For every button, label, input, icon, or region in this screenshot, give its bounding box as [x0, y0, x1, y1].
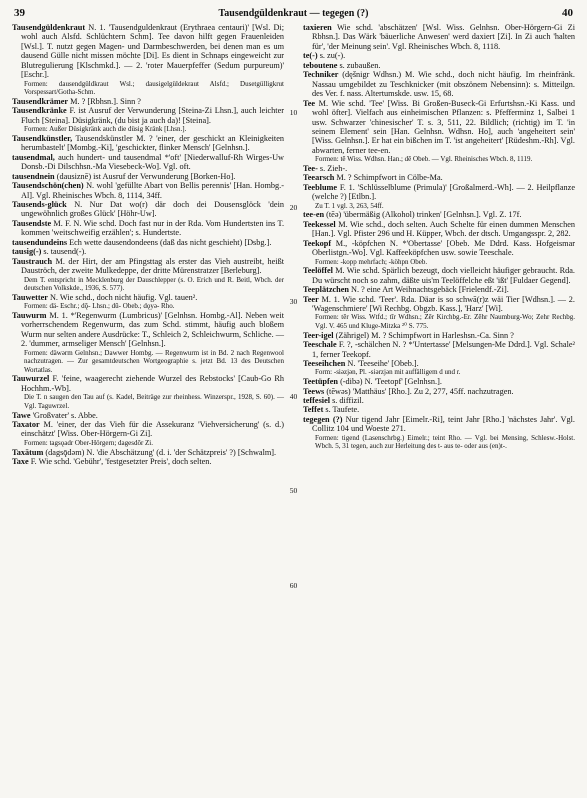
headword: Teffet	[303, 405, 324, 415]
dictionary-entry	[12, 311, 284, 349]
entry-text: (dausiznē) ist Ausruf der Verwunderung [Borken-Ho].	[54, 171, 236, 181]
headword: tausendnein	[12, 171, 55, 181]
dictionary-entry	[12, 457, 284, 466]
entry-text: M. 'einer, der das Vieh für die Assekuranz 'Viehversicherung' (s. d.) einschätzt' [Wiss. Ober-Hörgern-Gi Zi].	[21, 420, 284, 439]
entry-text: s. Taufete.	[323, 405, 360, 415]
entry-text: s. diffizil.	[330, 395, 364, 405]
headword: Teekopf	[303, 238, 332, 248]
dictionary-entry	[12, 153, 284, 172]
line-number: 10	[289, 108, 298, 118]
forms-note: Formen: Außer Düsigkränk auch die düsig Kränk [Lhsn.].	[24, 125, 187, 134]
dictionary-entry	[12, 374, 284, 393]
headword: Teeblume	[303, 182, 338, 192]
dictionary-entry	[303, 387, 575, 396]
dictionary-entry	[303, 183, 575, 202]
entry-text: N. 1. 'Tausendguldenkraut (Erythraea centauri)' [Wsl. Di; wohl auch Alsfd. Schlüchtern Schm]. Tee davon hilft gegen Frauenleiden [Wsl.]. T. nutzt gegen Magen- und Darmbeschwerden, bei denen man es um dausend Gülle nicht missen möchte [Di]. Es dient in Schnaps eingeweicht zur Blutregulierung [Klschmkd.]. — 2. 'roter Mauerpfeffer (Sedum purpureum)' [Eschr.].	[21, 23, 284, 80]
headword: Teeschale	[303, 340, 337, 350]
dictionary-entry	[303, 210, 575, 219]
dictionary-entry	[303, 164, 575, 173]
dictionary-entry	[12, 257, 284, 276]
headword: Taustrauch	[12, 256, 53, 266]
headword: tee-en	[303, 210, 325, 220]
entry-text: F. ?, -schälchen N. ? *'Untertasse' [Melsungen-Me Ddrd.]. Vgl. Schale² 1, ferner Teekopf.	[312, 340, 575, 359]
entry-text: 'Großvater' s. Abbe.	[30, 410, 98, 420]
dictionary-entry	[303, 415, 575, 434]
entry-text: M. 1. *'Regenwurm (Lumbricus)' [Gelnhsn. Hombg.-Al]. Neben weit vorherrschendem Regenwurm, das zum Schd. stimmt, häufig auch bloßem Wurm nur selten andere Ausdrücke: T., Schleich 2, Schleichwurm, Schliche. — 2. 'dummer, armseliger Mensch' [Gelnhsn.].	[21, 310, 284, 349]
dictionary-entry	[303, 99, 575, 156]
line-number: 30	[289, 297, 298, 307]
forms-note: Zu T. 1 vgl. 3, 263, 54ff.	[315, 201, 384, 210]
headword: Tee-	[303, 163, 318, 173]
headword: Tausendgüldenkraut	[12, 23, 86, 32]
entry-text: Tausendskünstler M. ? 'einer, der geschickt an Kleinigkeiten herumbastelt' [Mombg.-Ki], 'geschickter, flinker Mensch' [Gelnhsn.].	[21, 133, 284, 153]
headword: Teekessel	[303, 219, 336, 229]
headword: Teetüpfen	[303, 377, 338, 387]
headword: Teer-igel	[303, 330, 334, 340]
entry-text: N. Nur Dat wo(r) där doch dei Dousensglöck 'dein ungewöhnlich großes Glück' [Höhr-Uw].	[21, 200, 284, 219]
forms-note: Formen: tigend (Lasenschrbg.) Eimelr.; teint Rho. — Vgl. bei Mensing, Schlesw.-Holst. Wbch. 5, 31 tegen, auch zur Herleitung des t- aus te- oder aus (en)t-.	[315, 433, 575, 451]
entry-text: s. tausend(-).	[41, 247, 87, 257]
dictionary-entry	[303, 359, 575, 368]
headword: tegegen (?)	[303, 414, 343, 424]
dictionary-entry	[303, 220, 575, 239]
entry-text: s. zu(-).	[317, 51, 346, 61]
entry-text: N. ? eine Art Weihnachtsgebäck [Frielendf.-Zi].	[348, 285, 509, 295]
entry-text: s. zubaußen.	[337, 60, 381, 70]
headword: tausendmal,	[12, 152, 55, 162]
dictionary-entry	[12, 23, 284, 80]
line-number: 40	[289, 391, 298, 401]
entry-text: M. ? Schimpfwort in Cölbe-Ma.	[334, 173, 443, 183]
headword: te(-)	[303, 51, 318, 61]
headword: Teelöffel	[303, 266, 333, 276]
dictionary-entry	[303, 285, 575, 294]
entry-text: M. Wie schd. Spärlich bezeugt, doch vielleicht häufiger gebraucht. Rda. Du würscht noch so zahm, däßte uis'm Teelöffelche eßt 'ißt' [Fuldaer Gegend].	[312, 266, 575, 285]
dictionary-entry	[12, 106, 284, 125]
entry-text: (dęšnigr Wdhsn.) M. Wie schd., doch nicht häufig. Im rheinfränk. Nassau umgebildet zu Teschknicker (mit obszönem Nebensinn): s. Mitteilgn. des Ver. f. nass. Altertumskde. usw. 15, 68.	[312, 70, 575, 99]
forms-note: Formen: dausendgüldkraut Wsl.; dausigelgüldekraut Alsfd.; Dusetgülligkrut Vorspessart/Gotha-Schm.	[24, 79, 284, 97]
dictionary-entry	[303, 173, 575, 182]
entry-text: N. Wie schd., doch nicht häufig. Vgl. tauen².	[47, 292, 198, 302]
headword: Taxator	[12, 420, 40, 430]
dictionary-entry	[303, 23, 575, 51]
entry-text: (tēwəs) 'Matthäus' [Rho.]. Zu 2, 277, 45ff. nachzutragen.	[324, 386, 514, 396]
line-number: 60	[289, 580, 298, 590]
line-number: 50	[289, 486, 298, 496]
line-number-gutter	[284, 23, 303, 590]
entry-text: Nur tigend Jahr [Eimelr.-Ri], teint Jahr [Rho.] 'nächstes Jahr'. Vgl. Collitz 104 und Woeste 271.	[312, 414, 575, 434]
left-column	[12, 23, 284, 466]
headword: tausig(-)	[12, 247, 42, 257]
entry-text: F. ist Ausruf der Verwunderung [Steina-Zi Lhsn.], auch leichter Fluch [Steina]. Düsigkränk, (du bist ja auch da)! [Steina].	[21, 106, 284, 125]
dictionary-entry	[303, 266, 575, 285]
entry-text: N. wohl 'gefüllte Abart von Bellis perennis' [Han. Hombg.-Al]. Vgl. Rheinisches Wbch. 8, 1114, 34ff.	[21, 181, 284, 200]
headword: Tauwurm	[12, 310, 47, 320]
dictionary-entry	[12, 181, 284, 200]
dictionary-entry	[303, 70, 575, 98]
headword: Tausendkränke	[12, 106, 67, 116]
entry-text: M. ? [Rbhsn.]. Sinn ?	[68, 96, 141, 106]
entry-text: (dagsǭdəm) N. 'die Abschätzung' (d. i. 'der Schätzpreis' ?) [Schwalm].	[43, 447, 277, 457]
forms-note: Form: -siəzjən, Pl. -siərzjən mit auffälligem d und r.	[315, 368, 461, 377]
forms-note: Formen: tēr Wiss. Wtfd.; tīr Wdhsn.; Zēr Kirchbg.-Er. Zēhr Naumburg-Wo; Zehr Rechbg. Vgl. V. 465 und Kluge-Mitzka ²⁰ S. 775.	[315, 313, 575, 331]
headword: teboutene	[303, 60, 338, 70]
forms-note: Die T. n saugen den Tau auf (s. Kadel, Beiträge zur rheinhess. Winzerspr., 1928, S. 60). — Vgl. Taguwrzel.	[24, 393, 284, 410]
dictionary-entry	[12, 411, 284, 420]
forms-note: Formen: dä- Eschr.; dǭ- Lhsn.; dū- Obeb.; dǫyə- Rho.	[24, 302, 175, 311]
dictionary-entry	[12, 238, 284, 247]
headword: Tausends-glück	[12, 200, 67, 210]
entry-text: M. Wie schd. 'Tee' [Wiss. Bi Großen-Buseck-Gi Erfurtshsn.-Ki Kass. und wohl öfter]. Vielfach aus einheimischen Pflanzen: s. Pfefferminz 1, Salbei 1 usw. Schwarzer 'chinesischer' T. s. 3, 511, 22. Bildlich; (richtig) im T. 'in seinem Element' sein [Han. Gelnhsn. Wdhsn. Ho], auch 'angeheitert sein' [Wiss. Gelnhsn.]. Er hat ein bißchen im T. 'ist angeheitert' [Rüdeshm.-Rh]. Vgl. abwarten, ferner tee-en.	[312, 98, 575, 155]
right-column	[303, 23, 575, 466]
headword: taxieren	[303, 23, 332, 32]
headword: Tauwurzel	[12, 374, 50, 384]
dictionary-entry	[12, 293, 284, 302]
headword: Tausendschön(chen)	[12, 181, 84, 191]
headword: Tausendkrämer	[12, 96, 69, 106]
dictionary-entry	[303, 405, 575, 414]
headword: Tee	[303, 98, 316, 108]
forms-note: Formen: tē Wiss. Wdhsn. Han.; dē Obeb. — Vgl. Rheinisches Wbch. 8, 1119.	[315, 155, 533, 164]
dictionary-entry	[12, 448, 284, 457]
dictionary-entry	[12, 200, 284, 219]
headword: Teer	[303, 294, 319, 304]
headword: Teearsch	[303, 173, 335, 183]
dictionary-entry	[303, 61, 575, 70]
headword: Tawe	[12, 410, 31, 420]
dictionary-entry	[303, 396, 575, 405]
page-header	[12, 6, 575, 21]
entry-text: auch hundert- und tausendmal *'oft' [Niederwalluf-Rh Wirges-Uw Donsb.-Di Dilschhsn.-Ma Viesebeck-Wo]. Vgl. oft.	[21, 152, 284, 172]
entry-text: (Zährigel) M. ? Schimpfwort in Harleshsn.-Ca. Sinn ?	[333, 330, 514, 340]
headword: teffesiel	[303, 395, 331, 405]
entry-text: (-dibə) N. 'Teetopf' [Gelnhsn.].	[338, 377, 442, 387]
entry-text: F. 1. 'Schlüsselblume (Primula)' [Großalmerd.-Wh]. — 2. Heilpflanze (welche ?) [Etlbn.].	[312, 182, 575, 202]
dictionary-entry	[303, 331, 575, 340]
dictionary-entry	[12, 420, 284, 439]
headword: Techniker	[303, 70, 339, 80]
headword: tausendundeins	[12, 237, 68, 247]
entry-text: N. 'Teeseihe' [Obeb.].	[345, 359, 419, 369]
two-column-body	[12, 23, 575, 590]
page-number-left: 39	[14, 7, 25, 19]
headword: Teews	[303, 386, 325, 396]
dictionary-entry	[303, 295, 575, 314]
headword: Tausendkünstler,	[12, 133, 73, 143]
headword: Taxātum	[12, 447, 44, 457]
entry-text: F. Wie schd. 'Gebühr', 'festgesetzter Preis', doch selten.	[28, 456, 212, 466]
dictionary-entry	[303, 340, 575, 359]
dictionary-entry	[12, 97, 284, 106]
entry-text: M. der Hirt, der am Pfingsttag als erster das Vieh austreibt, heißt Dauströch, der zweite Mulkedeppe, der dritte Mürenstratzer [Berleburg].	[21, 256, 284, 276]
line-number: 20	[289, 202, 298, 212]
entry-text: (tēə) 'übermäßig (Alkohol) trinken' [Gelnhsn.]. Vgl. Z. 17f.	[324, 210, 522, 220]
headword: Teeplätzchen	[303, 285, 349, 295]
dictionary-entry	[12, 219, 284, 238]
page-number-right: 40	[562, 7, 573, 19]
dictionary-entry	[12, 172, 284, 181]
entry-text: M. 1. Wie schd. 'Teer'. Rda. Däar is so schwā(r)z wäi Tier [Wdhsn.]. — 2. 'Wagenschmiere' [Wi Rechbg. Obgzb. Kass.], 'Harz' [Wi].	[312, 294, 575, 314]
entry-text: Wie schd. 'abschätzen' [Wsl. Wiss. Gelnhsn. Ober-Hörgern-Gi Zi Rbhsn.]. Das Wärk 'bäuerliche Anwesen' werd daxiert [Zi]. In Zi auch 'halten für', 'der Meinung sein'. Vgl. Rheinisches Wbch. 8, 1118.	[312, 23, 575, 51]
running-title: Tausendgüldenkraut — tegegen (?)	[218, 8, 369, 19]
dictionary-entry	[303, 239, 575, 258]
entry-text: Ech wette dausendondeens (daß das nicht geschieht) [Dsbg.].	[67, 237, 272, 247]
headword: Tauwetter	[12, 292, 48, 302]
dictionary-entry	[12, 247, 284, 256]
forms-note: Formen: tagsǫadr Ober-Hörgern; dagesdōr Zi.	[24, 438, 154, 447]
headword: Taxe	[12, 456, 29, 466]
entry-text: F. 'feine, waagerecht ziehende Wurzel des Rebstocks' [Caub-Go Rh Hochhm.-Wb].	[21, 374, 284, 393]
dictionary-entry	[303, 377, 575, 386]
dictionary-entry	[12, 134, 284, 153]
entry-text: M., -köpfchen N. *'Obertasse' [Obeb. Me Ddrd. Kass. Hofgeismar Oberlistgn.-Wo]. Vgl. Kaffeeköpfchen usw. sowie Teeschale.	[312, 238, 575, 258]
forms-note: Formen: -kopp mehrfach; -köhpn Obeb.	[315, 257, 428, 266]
forms-note: Dem T. entspricht in Mecklenburg der Dauschlepper (s. O. Erich und R. Beitl, Wbch. der deutschen Volkskde., 1936, S. 577).	[24, 275, 284, 293]
entry-text: M. F. N. Wie schd. Doch fast nur in der Rda. Vom Hundertsten ins T. kommen 'weitschweifig erzählen'; s. Hundertste.	[21, 218, 284, 238]
headword: Teeseihchen	[303, 359, 346, 369]
headword: Tausendste	[12, 218, 52, 228]
entry-text: s. Zieh-.	[317, 163, 348, 173]
forms-note: Formen: däwərm Gelnhsn.; Dawwer Hombg. — Regenwurm ist in Bd. 2 nach Regenwool nachzutragen. — Zur gesamtdeutschen Wortgeographie s. jetzt Bd. 13 des Deutschen Wortatlas.	[24, 348, 284, 374]
entry-text: M. Wie schd., doch selten. Auch Schelte für einen dummen Menschen [Han.]. Vgl. Pfister 296 und H. Küpper, Wbch. der dtsch. Umgangsspr. 2, 282.	[312, 219, 575, 239]
dictionary-entry	[303, 51, 575, 60]
